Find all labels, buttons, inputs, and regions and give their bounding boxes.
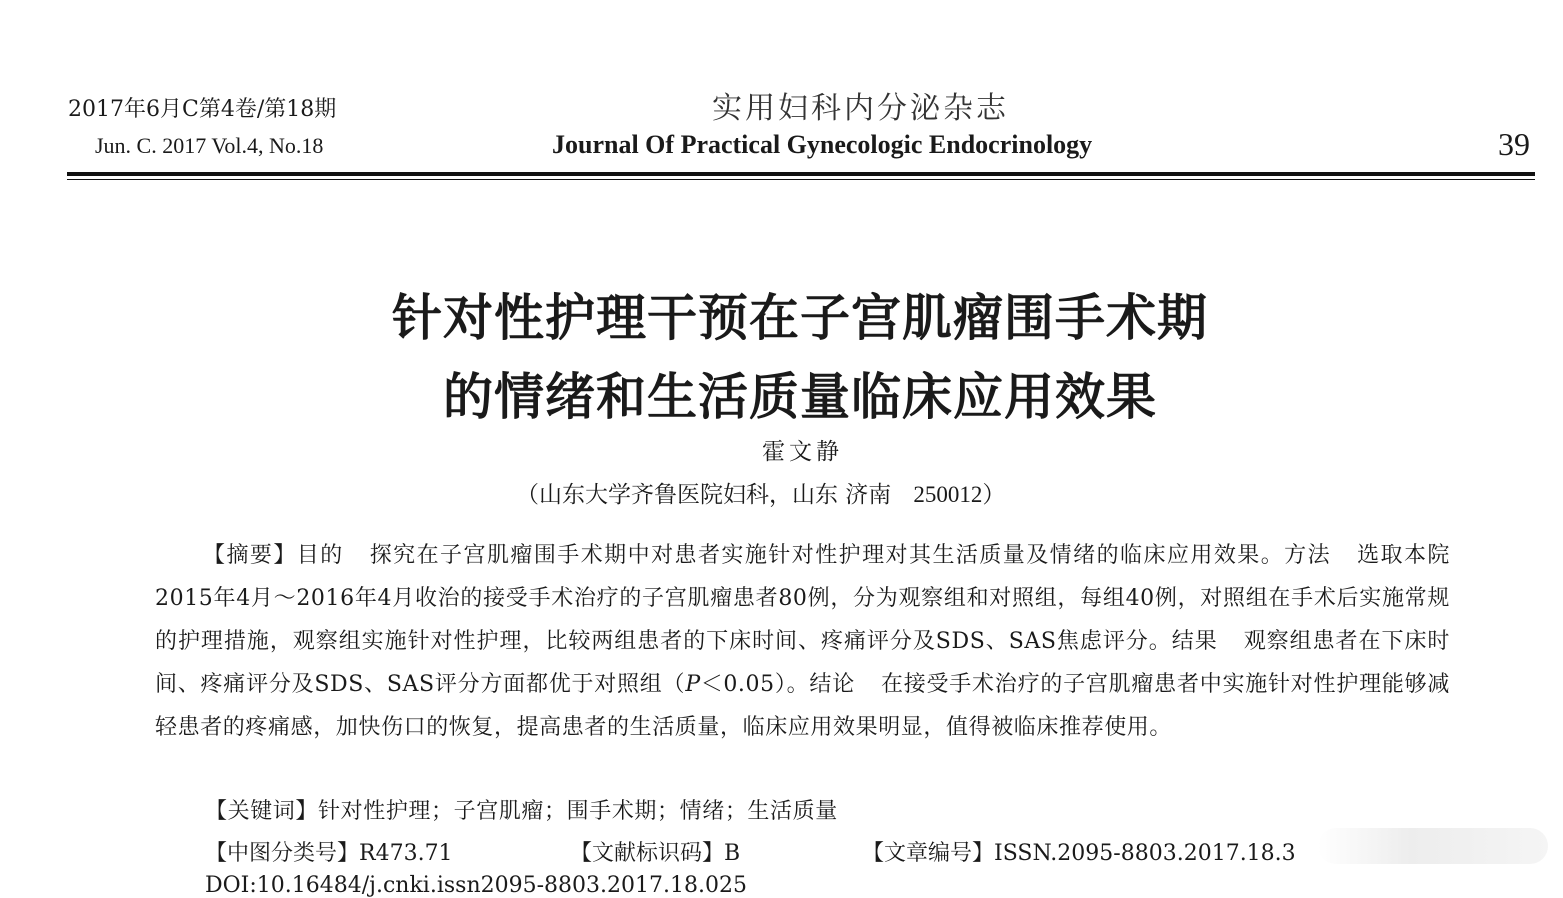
article-title-line-2: 的情绪和生活质量临床应用效果 <box>443 368 1157 426</box>
abstract-heading: 【摘要】 <box>203 543 297 568</box>
article-number-value: ISSN.2095-8803.2017.18.3 <box>994 841 1296 866</box>
clc-number <box>205 836 453 867</box>
article-title-line-1: 针对性护理干预在子宫肌瘤围手术期 <box>392 289 1208 347</box>
watermark-overlay <box>1318 828 1548 864</box>
clc-value: R473.71 <box>359 841 453 866</box>
doc-label: 【文献标识码】 <box>570 841 725 866</box>
article-number-label: 【文章编号】 <box>862 841 995 866</box>
doc-value: B <box>724 841 741 866</box>
keywords-line <box>205 794 838 825</box>
result-p-value-symbol: P <box>685 672 701 697</box>
issue-info-cn: 2017年6月C第4卷/第18期 <box>68 97 337 122</box>
page-number: 39 <box>1498 126 1530 162</box>
keywords-label: 【关键词】 <box>205 799 319 824</box>
method-label: 方法 <box>1284 543 1332 568</box>
header-rule-thin <box>67 179 1535 180</box>
method-text: 选取本院2015年4月～2016年4月收治的接受手术治疗的子宫肌瘤患者80例，分为观察组和对照组，每组40例，对照组在手术后实施常规的护理措施，观察组实施针对性护理，比较两组患者的下床时间、疼痛评分及SDS、SAS焦虑评分。 <box>155 543 1451 654</box>
author-name: 霍文静 <box>762 439 843 465</box>
issue-info-en: Jun. C. 2017 Vol.4, No.18 <box>95 133 324 158</box>
clc-label: 【中图分类号】 <box>205 841 360 866</box>
aim-label: 目的 <box>296 543 344 568</box>
conclusion-label: 结论 <box>809 672 855 697</box>
doi-line: DOI:10.16484/j.cnki.issn2095-8803.2017.18.025 <box>205 873 747 898</box>
article-number <box>862 836 1296 867</box>
result-text-post: ＜0.05）。 <box>700 672 810 697</box>
journal-name-cn: 实用妇科内分泌杂志 <box>712 91 1009 126</box>
journal-name-en: Journal Of Practical Gynecologic Endocrinology <box>552 130 1093 159</box>
keywords-text: 针对性护理；子宫肌瘤；围手术期；情绪；生活质量 <box>318 799 838 824</box>
author-affiliation <box>516 476 1005 509</box>
conclusion-text: 在接受手术治疗的子宫肌瘤患者中实施针对性护理能够减轻患者的疼痛感，加快伤口的恢复，提高患者的生活质量，临床应用效果明显，值得被临床推荐使用。 <box>155 672 1450 740</box>
result-label: 结果 <box>1171 629 1218 654</box>
document-code <box>570 836 740 867</box>
header-rule-thick <box>67 172 1535 176</box>
affiliation-text: （山东大学齐鲁医院妇科，山东 济南 <box>516 482 892 508</box>
affiliation-zip: 250012） <box>913 482 1006 507</box>
aim-text: 探究在子宫肌瘤围手术期中对患者实施针对性护理对其生活质量及情绪的临床应用效果。 <box>369 543 1285 568</box>
result-text-pre: 观察组患者在下床时间、疼痛评分及SDS、SAS评分方面都优于对照组（ <box>155 629 1451 697</box>
abstract-paragraph <box>155 534 1450 749</box>
